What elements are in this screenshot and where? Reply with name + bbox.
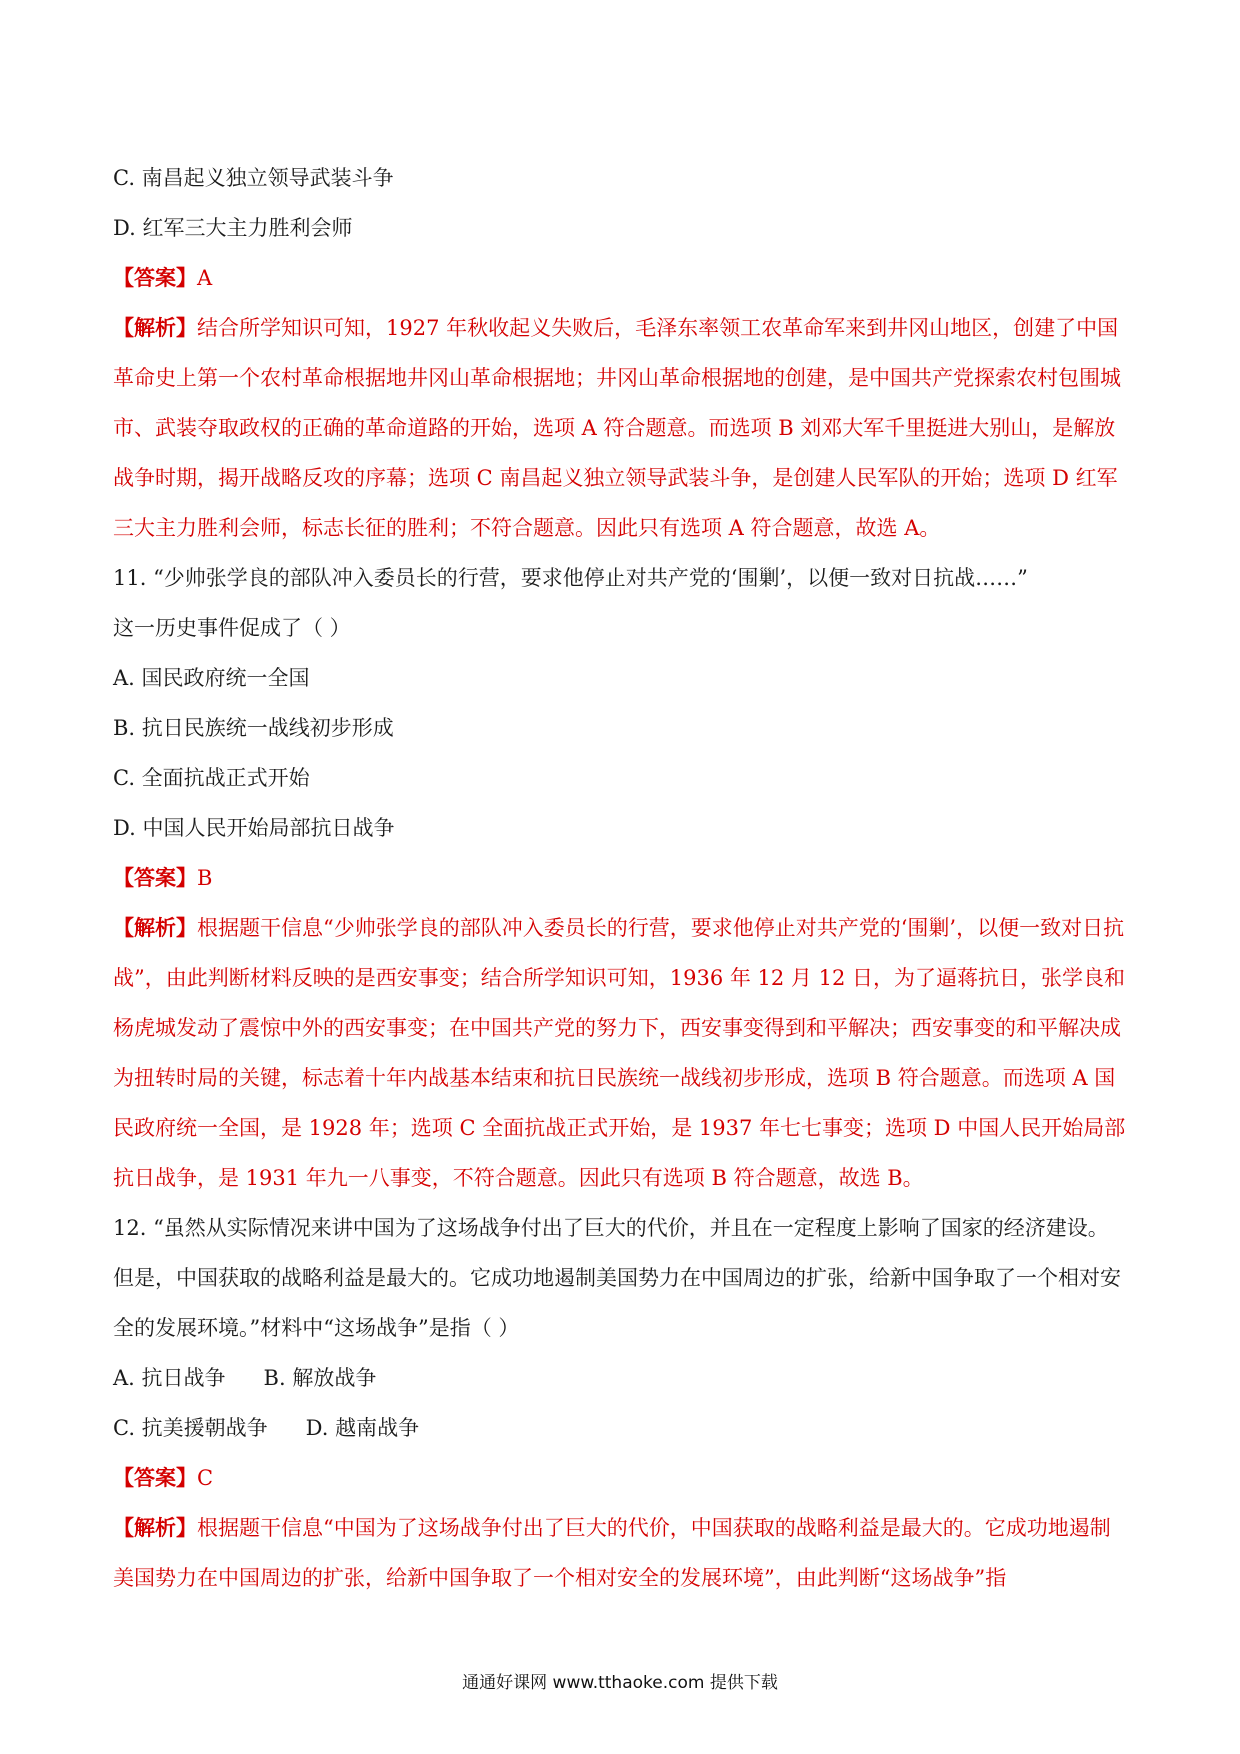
- analysis-text: 根据题干信息“少帅张学良的部队冲入委员长的行营，要求他停止对共产党的‘围剿’，以便一致对日抗战”，由此判断材料反映的是西安事变；结合所学知识可知，1936 年 12 月 12 日，为了逼蒋抗日，张学良和杨虎城发动了震惊中外的西安事变；在中国共产党的努力下，西安事变得到和平解决；西安事变的和平解决成为扭转时局的关键，标志着十年内战基本结束和抗日民族统一战线初步形成，选项 B 符合题意。而选项 A 国民政府统一全国，是 1928 年；选项 C 全面抗战正式开始，是 1937 年七七事变；选项 D 中国人民开始局部抗日战争，是 1931 年九一八事变，不符合题意。因此只有选项 B 符合题意，故选 B。: [113, 916, 1126, 1190]
- analysis-tag: 【解析】: [113, 315, 197, 340]
- q11-stem-line1: 11. “少帅张学良的部队冲入委员长的行营，要求他停止对共产党的‘围剿’，以便一致对日抗战……”: [113, 566, 1028, 590]
- q12-analysis: [113, 1503, 1128, 1603]
- q12-option-c: C. 抗美援朝战争: [113, 1416, 268, 1440]
- q11-answer: [113, 853, 1128, 903]
- q11-option-c: C. 全面抗战正式开始: [113, 766, 310, 790]
- analysis-text: 结合所学知识可知，1927 年秋收起义失败后，毛泽东率领工农革命军来到井冈山地区，创建了中国革命史上第一个农村革命根据地井冈山革命根据地；井冈山革命根据地的创建，是中国共产党探索农村包围城市、武装夺取政权的正确的革命道路的开始，选项 A 符合题意。而选项 B 刘邓大军千里挺进大别山，是解放战争时期，揭开战略反攻的序幕；选项 C 南昌起义独立领导武装斗争，是创建人民军队的开始；选项 D 红军三大主力胜利会师，标志长征的胜利；不符合题意。因此只有选项 A 符合题意，故选 A。: [113, 316, 1121, 540]
- q10-analysis: [113, 303, 1128, 553]
- answer-value: C: [197, 1466, 214, 1490]
- q12-option-a: A. 抗日战争: [113, 1366, 226, 1390]
- q12-stem: 12. “虽然从实际情况来讲中国为了这场战争付出了巨大的代价，并且在一定程度上影响了国家的经济建设。但是，中国获取的战略利益是最大的。它成功地遏制美国势力在中国周边的扩张，给新中国争取了一个相对安全的发展环境。”材料中“这场战争”是指（ ）: [113, 1216, 1121, 1340]
- answer-value: A: [197, 266, 213, 290]
- answer-tag: 【答案】: [113, 1465, 197, 1490]
- analysis-tag: 【解析】: [113, 1515, 197, 1540]
- q12-option-d: D. 越南战争: [305, 1416, 420, 1440]
- document-page: [113, 153, 1128, 1603]
- q10-option-d: D. 红军三大主力胜利会师: [113, 216, 353, 240]
- q11-option-d: D. 中国人民开始局部抗日战争: [113, 816, 395, 840]
- analysis-text: 根据题干信息“中国为了这场战争付出了巨大的代价，中国获取的战略利益是最大的。它成功地遏制美国势力在中国周边的扩张，给新中国争取了一个相对安全的发展环境”，由此判断“这场战争”指: [113, 1516, 1111, 1590]
- q12-answer: [113, 1453, 1128, 1503]
- analysis-tag: 【解析】: [113, 915, 197, 940]
- q10-answer: [113, 253, 1128, 303]
- q12-options-cd: [113, 1403, 1128, 1453]
- page-footer: 通通好课网 www.tthaoke.com 提供下载: [462, 1673, 778, 1693]
- answer-tag: 【答案】: [113, 265, 197, 290]
- q12-options-ab: [113, 1353, 1128, 1403]
- q12-option-b: B. 解放战争: [263, 1366, 377, 1390]
- q10-option-c: C. 南昌起义独立领导武装斗争: [113, 166, 394, 190]
- q11-analysis: [113, 903, 1128, 1203]
- q11-stem-line2: 这一历史事件促成了（ ）: [113, 616, 351, 640]
- answer-tag: 【答案】: [113, 865, 197, 890]
- q11-option-b: B. 抗日民族统一战线初步形成: [113, 716, 394, 740]
- q11-option-a: A. 国民政府统一全国: [113, 666, 310, 690]
- answer-value: B: [197, 866, 213, 890]
